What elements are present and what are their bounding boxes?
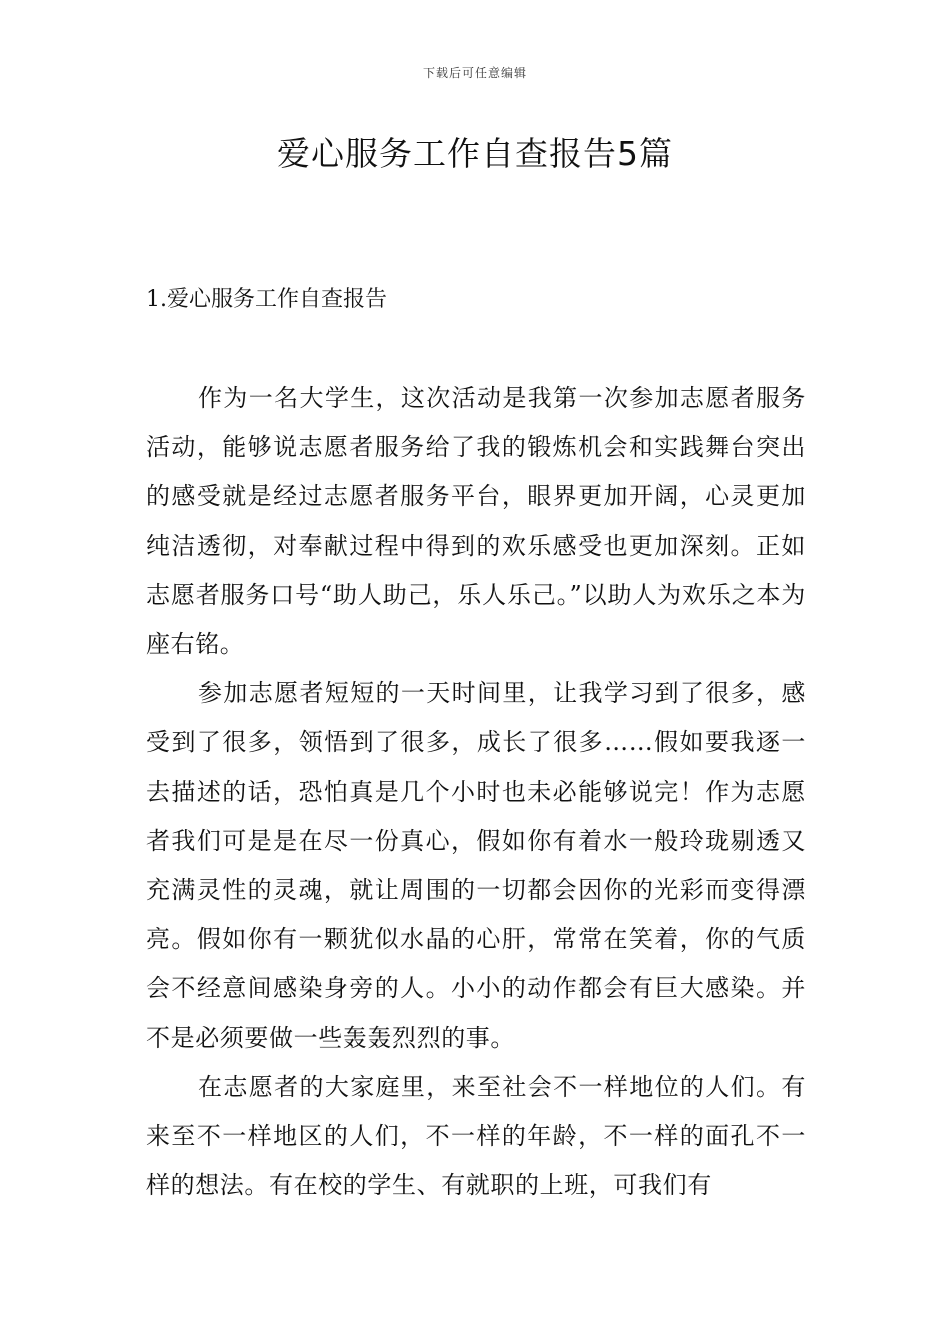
- body-text: [146, 374, 806, 1210]
- document-title: 爱心服务工作自查报告5篇: [277, 134, 673, 173]
- paragraph-3: 在志愿者的大家庭里，来至社会不一样地位的人们。有来至不一样地区的人们，不一样的年龄，不一样的面孔不一样的想法。有在校的学生、有就职的上班，可我们有: [146, 1072, 806, 1200]
- paragraph-2: 参加志愿者短短的一天时间里，让我学习到了很多，感受到了很多，领悟到了很多，成长了很多……假如要我逐一去描述的话，恐怕真是几个小时也未必能够说完！作为志愿者我们可是是在尽一份真心，假如你有着水一般玲珑剔透又充满灵性的灵魂，就让周围的一切都会因你的光彩而变得漂亮。假如你有一颗犹似水晶的心肝，常常在笑着，你的气质会不经意间感染身旁的人。小小的动作都会有巨大感染。并不是必须要做一些轰轰烈烈的事。: [146, 679, 806, 1052]
- section-heading: 1.爱心服务工作自查报告: [146, 287, 387, 312]
- header-note: 下载后可任意编辑: [422, 66, 527, 80]
- paragraph-1: 作为一名大学生，这次活动是我第一次参加志愿者服务活动，能够说志愿者服务给了我的锻炼机会和实践舞台突出的感受就是经过志愿者服务平台，眼界更加开阔，心灵更加纯洁透彻，对奉献过程中得到的欢乐感受也更加深刻。正如志愿者服务口号“助人助己，乐人乐己。”以助人为欢乐之本为座右铭。: [146, 384, 806, 659]
